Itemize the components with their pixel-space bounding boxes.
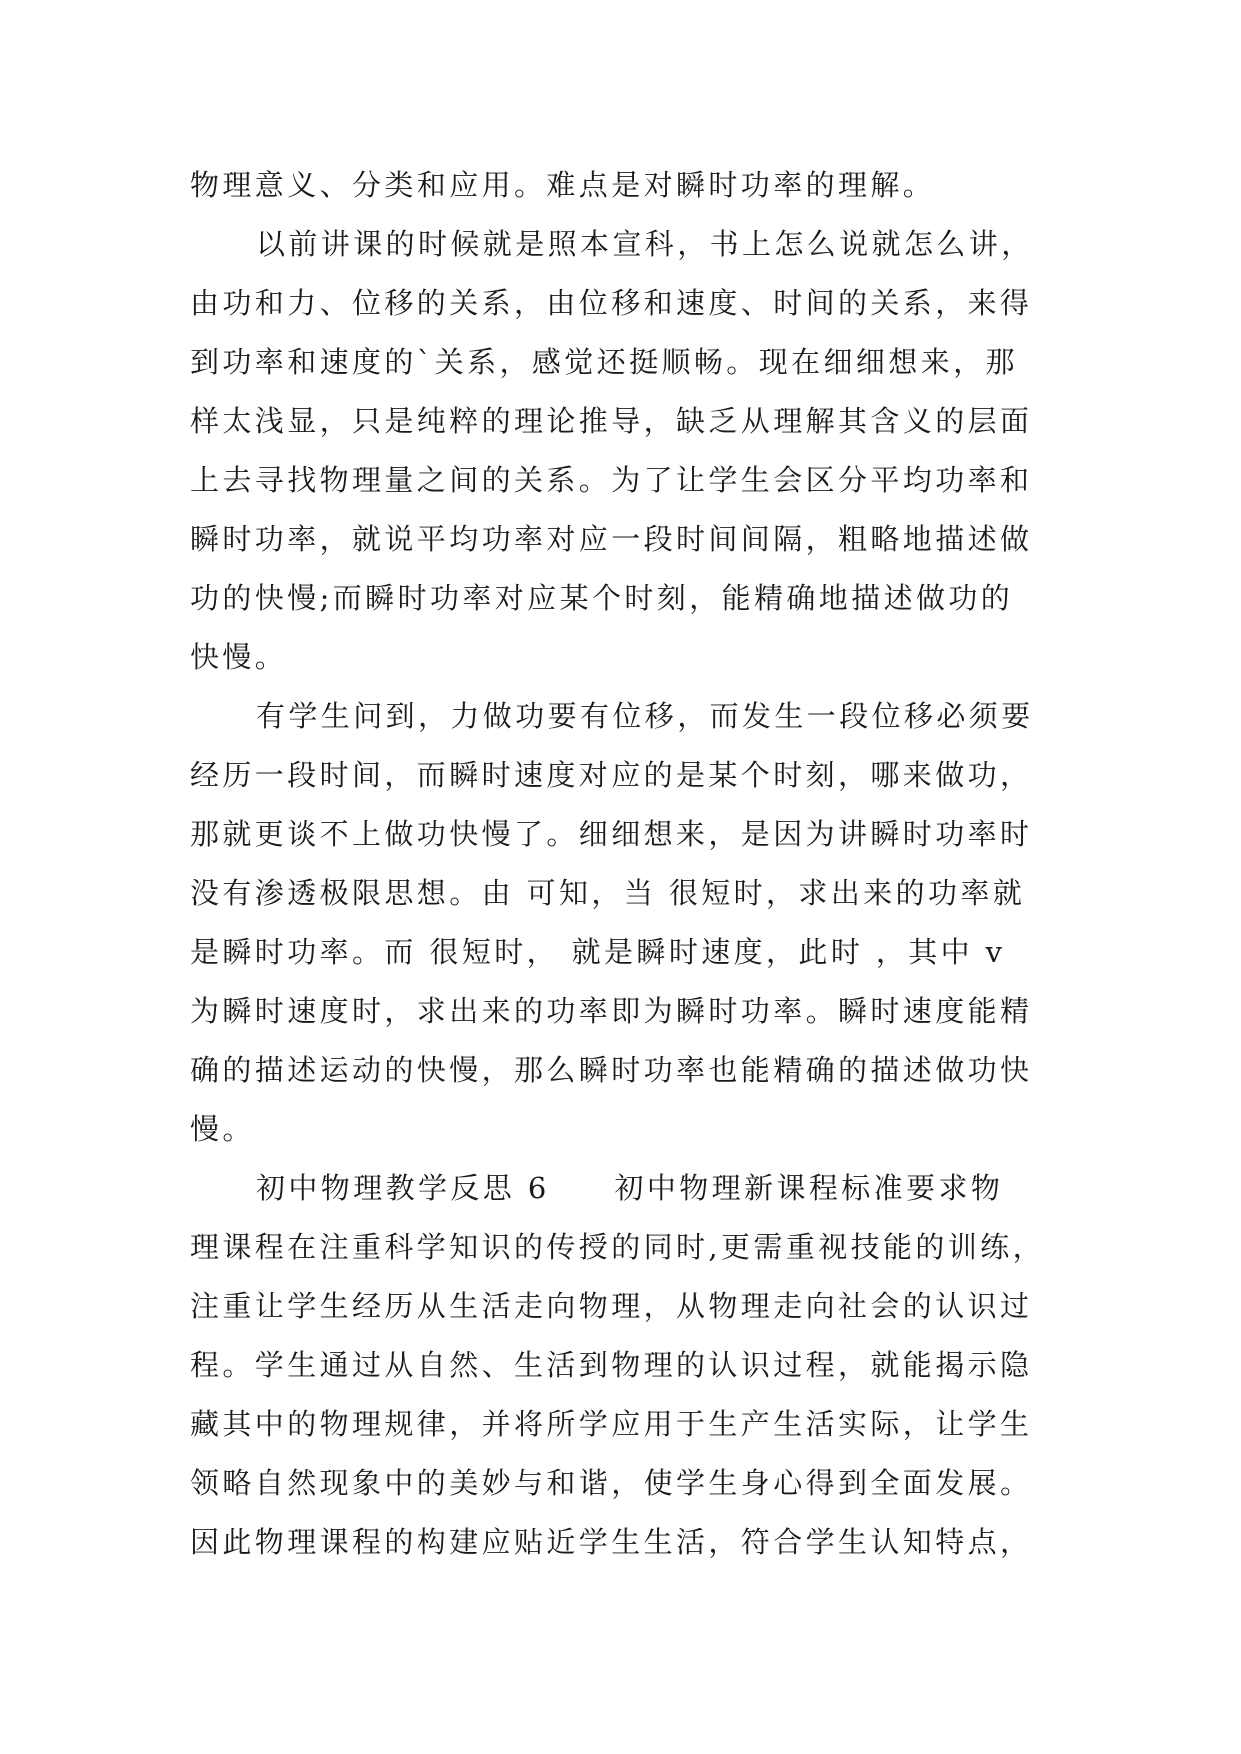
text-line: 程。学生通过从自然、生活到物理的认识过程，就能揭示隐 [190, 1348, 1033, 1382]
text-line: 功的快慢;而瞬时功率对应某个时刻，能精确地描述做功的 [190, 581, 1014, 615]
text-line: 物理意义、分类和应用。难点是对瞬时功率的理解。 [190, 168, 936, 202]
text-line: 因此物理课程的构建应贴近学生生活，符合学生认知特点， [190, 1525, 1033, 1559]
text-line: 是瞬时功率。而 很短时， 就是瞬时速度，此时 ，其中 v [190, 935, 1006, 969]
text-line: 为瞬时速度时，求出来的功率即为瞬时功率。瞬时速度能精 [190, 994, 1033, 1028]
text-line: 上去寻找物理量之间的关系。为了让学生会区分平均功率和 [190, 463, 1033, 497]
text-line: 瞬时功率，就说平均功率对应一段时间间隔，粗略地描述做 [190, 522, 1033, 556]
text-line: 样太浅显，只是纯粹的理论推导，缺乏从理解其含义的层面 [190, 404, 1033, 438]
text-line: 经历一段时间，而瞬时速度对应的是某个时刻，哪来做功， [190, 758, 1033, 792]
text-line: 初中物理教学反思 6 初中物理新课程标准要求物 [256, 1171, 1004, 1205]
text-line: 注重让学生经历从生活走向物理，从物理走向社会的认识过 [190, 1289, 1033, 1323]
body-text [190, 156, 1070, 1572]
text-line: 到功率和速度的`关系，感觉还挺顺畅。现在细细想来，那 [190, 345, 1018, 379]
text-line: 快慢。 [190, 640, 288, 674]
text-line: 以前讲课的时候就是照本宣科，书上怎么说就怎么讲， [256, 227, 1034, 261]
text-line: 由功和力、位移的关系，由位移和速度、时间的关系，来得 [190, 286, 1033, 320]
text-line: 确的描述运动的快慢，那么瞬时功率也能精确的描述做功快 [190, 1053, 1033, 1087]
text-line: 理课程在注重科学知识的传授的同时,更需重视技能的训练， [190, 1230, 1046, 1264]
text-line: 慢。 [190, 1112, 255, 1146]
text-line: 有学生问到，力做功要有位移，而发生一段位移必须要 [256, 699, 1034, 733]
text-line: 那就更谈不上做功快慢了。细细想来，是因为讲瞬时功率时 [190, 817, 1033, 851]
text-line: 藏其中的物理规律，并将所学应用于生产生活实际，让学生 [190, 1407, 1033, 1441]
text-line: 没有渗透极限思想。由 可知，当 很短时，求出来的功率就 [190, 876, 1026, 910]
text-line: 领略自然现象中的美妙与和谐，使学生身心得到全面发展。 [190, 1466, 1033, 1500]
